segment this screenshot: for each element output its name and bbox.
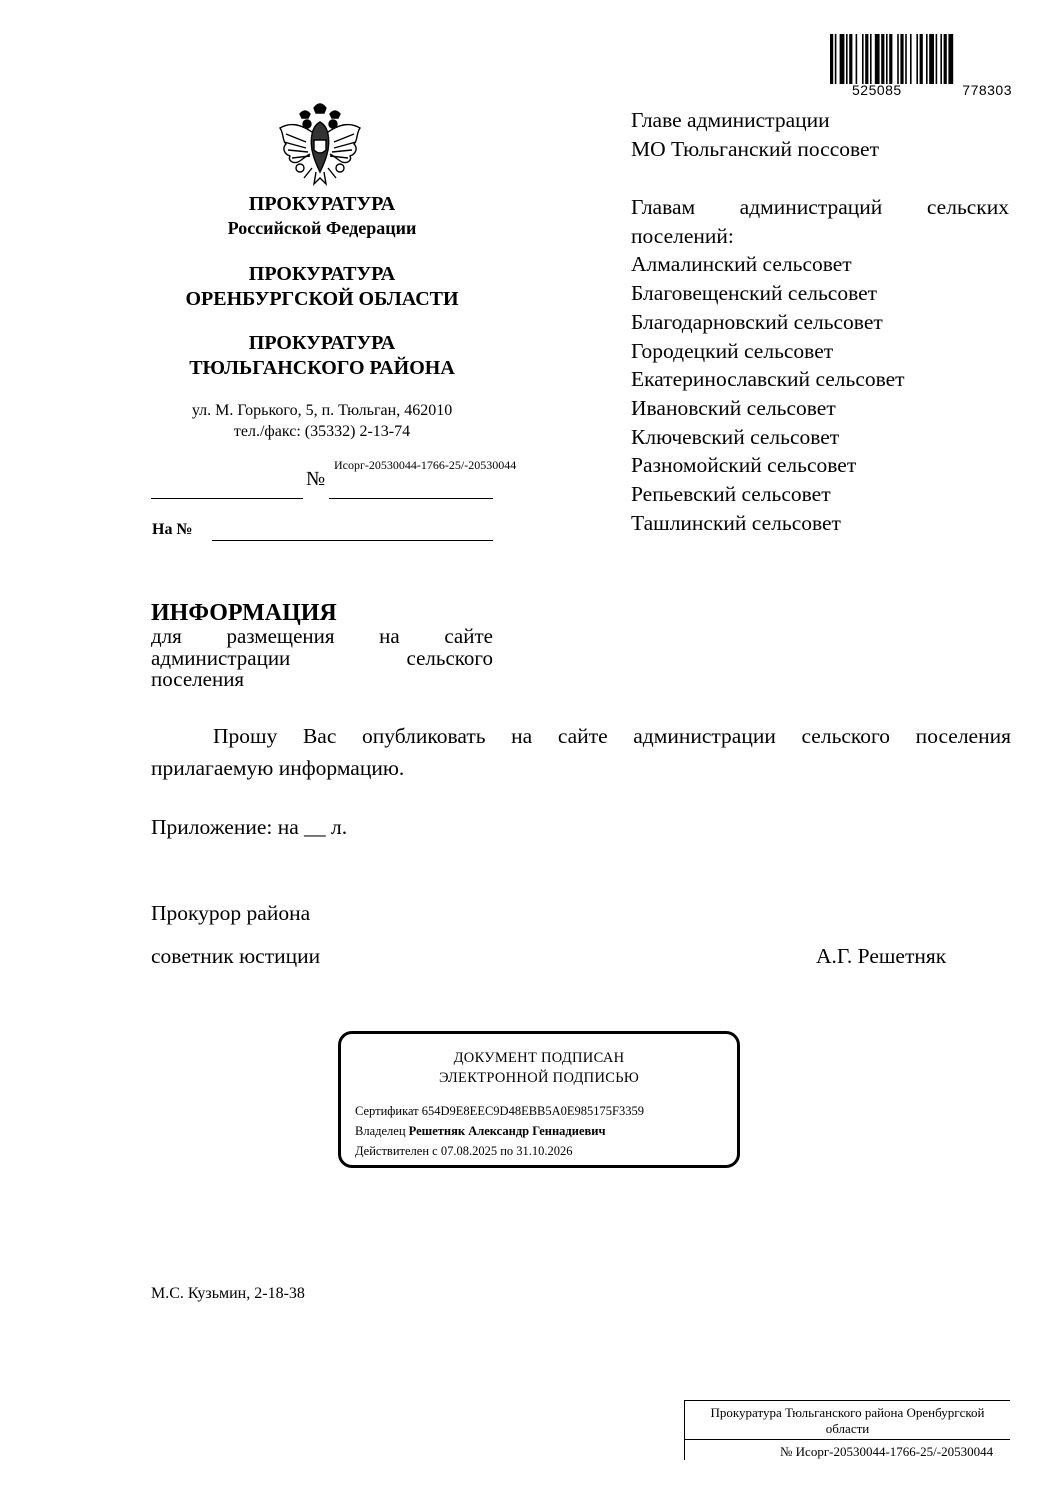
barcode-bar — [865, 34, 868, 84]
footer-org — [685, 1405, 1010, 1437]
signer-name: А.Г. Решетняк — [816, 944, 947, 968]
valid-from-label: с — [432, 1144, 438, 1158]
coat-of-arms-icon — [270, 98, 370, 188]
barcode-bar — [948, 34, 953, 84]
info-subtitle-line1: для размещения на сайте — [151, 624, 493, 648]
certificate-label: Сертификат — [355, 1104, 419, 1118]
council-item: Ключевский сельсовет — [631, 424, 840, 449]
recipient-councils — [631, 193, 1009, 537]
barcode — [830, 34, 1010, 84]
barcode-bar — [886, 34, 888, 84]
owner-value: Решетняк Александр Геннадиевич — [408, 1124, 606, 1138]
org-federal — [150, 192, 494, 240]
info-subtitle-line3: поселения — [151, 667, 245, 691]
signer-position-line2: советник юстиции — [151, 944, 321, 968]
barcode-bar — [936, 34, 938, 84]
org-regional-line1: ПРОКУРАТУРА — [248, 263, 396, 285]
stamp-title-line1: ДОКУМЕНТ ПОДПИСАН — [453, 1050, 625, 1066]
barcode-bar — [905, 34, 907, 84]
stamp-certificate — [355, 1104, 644, 1119]
barcode-bar — [910, 34, 912, 84]
body-paragraph-line1: Прошу Вас опубликовать на сайте администрации сельского поселения — [213, 724, 1011, 748]
barcode-bar — [944, 34, 947, 84]
valid-to: 31.10.2026 — [516, 1144, 573, 1158]
org-regional — [150, 262, 494, 312]
barcode-left-number: 525085 — [852, 82, 902, 98]
barcode-right-number: 778303 — [962, 82, 1012, 98]
recipient-heads-line1: Главам администраций сельских — [631, 195, 1009, 219]
owner-label: Владелец — [355, 1124, 406, 1138]
recipient-head-line1: Главе администрации — [631, 108, 830, 132]
footer-number-value: Исорг-20530044-1766-25/-20530044 — [795, 1444, 994, 1459]
info-subtitle — [151, 626, 493, 691]
barcode-bar — [929, 34, 934, 84]
council-item: Алмалинский сельсовет — [631, 252, 852, 277]
phone-line: тел./факс: (35332) 2-13-74 — [233, 422, 411, 440]
e-signature-stamp — [338, 1031, 740, 1168]
org-district-line1: ПРОКУРАТУРА — [248, 332, 396, 354]
barcode-numbers — [852, 82, 1012, 98]
date-line — [151, 498, 303, 499]
org-address — [150, 401, 494, 443]
footer-number-sign: № — [780, 1444, 793, 1459]
barcode-bar — [862, 34, 864, 84]
address-line: ул. М. Горького, 5, п. Тюльган, 462010 — [191, 402, 453, 419]
barcode-bar — [856, 34, 858, 84]
number-sign: № — [306, 468, 326, 490]
recipient-head — [631, 106, 1009, 163]
registration-footer-box — [684, 1400, 1010, 1440]
org-regional-line2: ОРЕНБУРГСКОЙ ОБЛАСТИ — [185, 288, 459, 310]
valid-from: 07.08.2025 — [440, 1144, 498, 1158]
stamp-owner — [355, 1124, 606, 1139]
footer-org-line2: области — [825, 1421, 870, 1436]
council-item: Благовещенский сельсовет — [631, 281, 878, 306]
barcode-bar — [926, 34, 928, 84]
reference-line — [212, 540, 493, 541]
barcode-bar — [840, 34, 845, 84]
barcode-bar — [940, 34, 942, 84]
council-item: Благодарновский сельсовет — [631, 309, 883, 334]
recipient-head-line2: МО Тюльганский поссовет — [631, 136, 879, 161]
stamp-validity — [355, 1144, 573, 1159]
info-subtitle-line2: администрации сельского — [151, 645, 493, 670]
barcode-bar — [900, 34, 903, 84]
council-item: Ивановский сельсовет — [631, 395, 836, 420]
barcode-bar — [849, 34, 852, 84]
org-federal-line1: ПРОКУРАТУРА — [248, 193, 396, 215]
council-item: Ташлинский сельсовет — [631, 510, 841, 535]
stamp-title-line2: ЭЛЕКТРОННОЙ ПОДПИСЬЮ — [438, 1070, 640, 1086]
signer-position-line1: Прокурор района — [151, 901, 311, 925]
council-item: Городецкий сельсовет — [631, 338, 834, 363]
barcode-bar — [916, 34, 918, 84]
reference-label: На № — [152, 521, 193, 538]
body-paragraph — [151, 720, 1011, 784]
recipient-heads-line2: поселений: — [631, 223, 734, 248]
certificate-value: 654D9E8EEC9D48EBB5A0E985175F3359 — [421, 1104, 644, 1118]
valid-to-label: по — [500, 1144, 514, 1158]
registration-number: Исорг-20530044-1766-25/-20530044 — [334, 458, 517, 472]
barcode-bar — [835, 34, 837, 84]
council-item: Разномойский сельсовет — [631, 453, 857, 478]
barcode-bar — [920, 34, 923, 84]
number-line — [329, 498, 493, 499]
footer-box-left-border — [684, 1400, 685, 1460]
barcode-bar — [830, 34, 833, 84]
barcode-bar — [881, 34, 884, 84]
org-federal-line2: Российской Федерации — [227, 218, 417, 238]
barcode-bar — [889, 34, 892, 84]
barcode-bar — [875, 34, 880, 84]
barcode-bar — [846, 34, 848, 84]
barcode-bar — [897, 34, 899, 84]
council-item: Екатеринославский сельсовет — [631, 367, 905, 392]
valid-label: Действителен — [355, 1144, 430, 1158]
barcode-bar — [870, 34, 872, 84]
executor-line: М.С. Кузьмин, 2-18-38 — [151, 1285, 305, 1302]
footer-org-line1: Прокуратура Тюльганского района Оренбургской — [710, 1405, 985, 1420]
org-district-line2: ТЮЛЬГАНСКОГО РАЙОНА — [189, 357, 455, 379]
org-district — [150, 331, 494, 381]
info-title: ИНФОРМАЦИЯ — [151, 600, 337, 626]
footer-number — [780, 1444, 993, 1460]
body-paragraph-line2: прилагаемую информацию. — [151, 756, 405, 780]
attachment-line: Приложение: на __ л. — [151, 815, 348, 839]
council-item: Репьевский сельсовет — [631, 482, 831, 507]
